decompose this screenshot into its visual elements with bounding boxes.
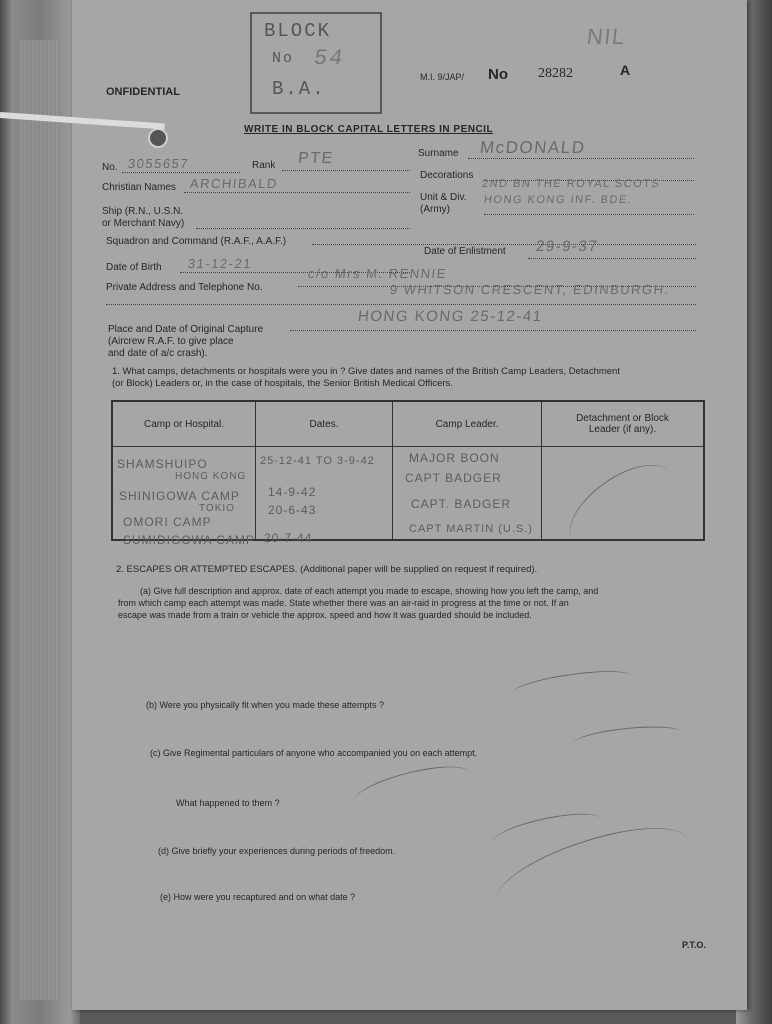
form-number: 28282 xyxy=(538,66,573,81)
cross-out-stroke xyxy=(350,758,474,817)
date-range: 25-12-41 TO 3-9-42 xyxy=(260,455,375,467)
form-number-label: No xyxy=(488,66,508,83)
unit-label-1: Unit & Div. xyxy=(420,192,467,203)
leader-name: CAPT BADGER xyxy=(405,471,502,485)
address-value-1: c/o Mrs M. RENNIE xyxy=(307,266,448,281)
punch-hole xyxy=(148,128,168,148)
dates-cell xyxy=(256,447,393,545)
surname-label: Surname xyxy=(418,148,459,159)
date-value: 20-7-44 xyxy=(264,531,313,545)
leader-name: MAJOR BOON xyxy=(409,451,500,465)
q2-heading: 2. ESCAPES OR ATTEMPTED ESCAPES. (Additional paper will be supplied on request if required). xyxy=(116,564,538,575)
decorations-label: Decorations xyxy=(420,170,474,181)
q2-a-3: escape was made from a train or vehicle the approx. speed and how it was guarded should be included. xyxy=(118,610,532,620)
cross-out-stroke xyxy=(571,722,683,754)
christian-names-label: Christian Names xyxy=(102,182,176,193)
col-camp: Camp or Hospital. xyxy=(112,401,256,447)
stamp-line1: BLOCK xyxy=(264,20,332,42)
cross-out-stroke xyxy=(555,448,688,567)
address-label: Private Address and Telephone No. xyxy=(106,282,263,293)
cross-out-stroke xyxy=(511,666,633,703)
no-label: No. xyxy=(102,162,118,173)
unit-label-2: (Army) xyxy=(420,204,450,215)
top-note: NIL xyxy=(585,24,628,49)
leader-name: CAPT. BADGER xyxy=(411,497,512,511)
ship-label-1: Ship (R.N., U.S.N. xyxy=(102,206,184,217)
enlistment-label: Date of Enlistment xyxy=(424,246,506,257)
col-dates: Dates. xyxy=(256,401,393,447)
q2-c: (c) Give Regimental particulars of anyone who accompanied you on each attempt. xyxy=(150,748,478,758)
leader-name: CAPT MARTIN (U.S.) xyxy=(409,523,533,535)
capture-value: HONG KONG 25-12-41 xyxy=(357,308,544,325)
rank-value: PTE xyxy=(297,150,335,167)
surname-value: McDONALD xyxy=(479,138,587,157)
col-leader: Camp Leader. xyxy=(393,401,542,447)
squadron-label: Squadron and Command (R.A.F., A.A.F.) xyxy=(106,236,287,247)
col-detachment: Detachment or Block Leader (if any). xyxy=(542,401,705,447)
table-row xyxy=(112,447,704,541)
unit-value-2: HONG KONG INF. BDE. xyxy=(483,194,633,206)
pencil-instruction: WRITE IN BLOCK CAPITAL LETTERS IN PENCIL xyxy=(244,124,494,135)
stamp-line2: No xyxy=(272,50,295,67)
unit-value-1: 2ND BN THE ROYAL SCOTS xyxy=(481,178,661,190)
stamp-line3: B.A. xyxy=(272,78,326,100)
camp-location: HONG KONG xyxy=(175,471,247,482)
block-stamp xyxy=(250,12,382,114)
q2-b: (b) Were you physically fit when you made these attempts ? xyxy=(146,700,384,710)
binder-cloth xyxy=(20,40,60,1000)
camps-table xyxy=(111,400,705,547)
camp-name: SUMIDIGOWA CAMP xyxy=(123,533,255,547)
rank-label: Rank xyxy=(252,160,276,171)
birth-label: Date of Birth xyxy=(106,262,162,273)
form-suffix: A xyxy=(620,62,631,78)
address-value-2: 9 WHITSON CRESCENT, EDINBURGH. xyxy=(389,282,671,297)
camp-name: SHAMSHUIPO xyxy=(117,457,208,471)
q2-a-1: (a) Give full description and approx. date of each attempt you made to escape, showing how you left the camp, and xyxy=(140,586,599,596)
christian-names-value: ARCHIBALD xyxy=(189,176,279,191)
date-value: 20-6-43 xyxy=(268,503,317,517)
confidential-label: ONFIDENTIAL xyxy=(106,86,180,98)
date-value: 14-9-42 xyxy=(268,485,317,499)
ship-label-2: or Merchant Navy) xyxy=(102,218,185,229)
q1-text-2: (or Block) Leaders or, in the case of hospitals, the Senior British Medical Officers. xyxy=(112,378,453,389)
leader-cell xyxy=(393,447,542,541)
birth-value: 31-12-21 xyxy=(187,256,253,271)
service-number: 3055657 xyxy=(127,156,190,171)
q2-e: (e) How were you recaptured and on what date ? xyxy=(160,892,356,902)
capture-label-3: and date of a/c crash). xyxy=(108,348,208,359)
camp-name: SHINIGOWA CAMP xyxy=(119,489,240,503)
q2-c2: What happened to them ? xyxy=(176,798,280,808)
stamp-number: 54 xyxy=(311,46,347,71)
capture-label-1: Place and Date of Original Capture xyxy=(108,324,264,335)
mi-reference: M.I. 9/JAP/ xyxy=(420,72,465,82)
q1-text-1: 1. What camps, detachments or hospitals were you in ? Give dates and names of the British Camp Leaders, Detachment xyxy=(112,366,620,377)
camps-table-header xyxy=(112,401,704,447)
enlistment-value: 29-9-37 xyxy=(535,238,600,255)
capture-label-2: (Aircrew R.A.F. to give place xyxy=(108,336,234,347)
form-page xyxy=(72,0,747,1010)
q2-d: (d) Give briefly your experiences during periods of freedom. xyxy=(158,846,396,856)
camp-cell xyxy=(112,447,256,547)
camp-name: OMORI CAMP xyxy=(123,515,212,529)
detachment-cell xyxy=(542,447,705,541)
q2-a-2: from which camp each attempt was made. State whether there was an air-raid in progress at the time or not. If an xyxy=(118,598,569,608)
pto-label: P.T.O. xyxy=(682,940,706,950)
camp-location: TOKIO xyxy=(199,503,235,514)
binder-spine xyxy=(0,0,80,1024)
